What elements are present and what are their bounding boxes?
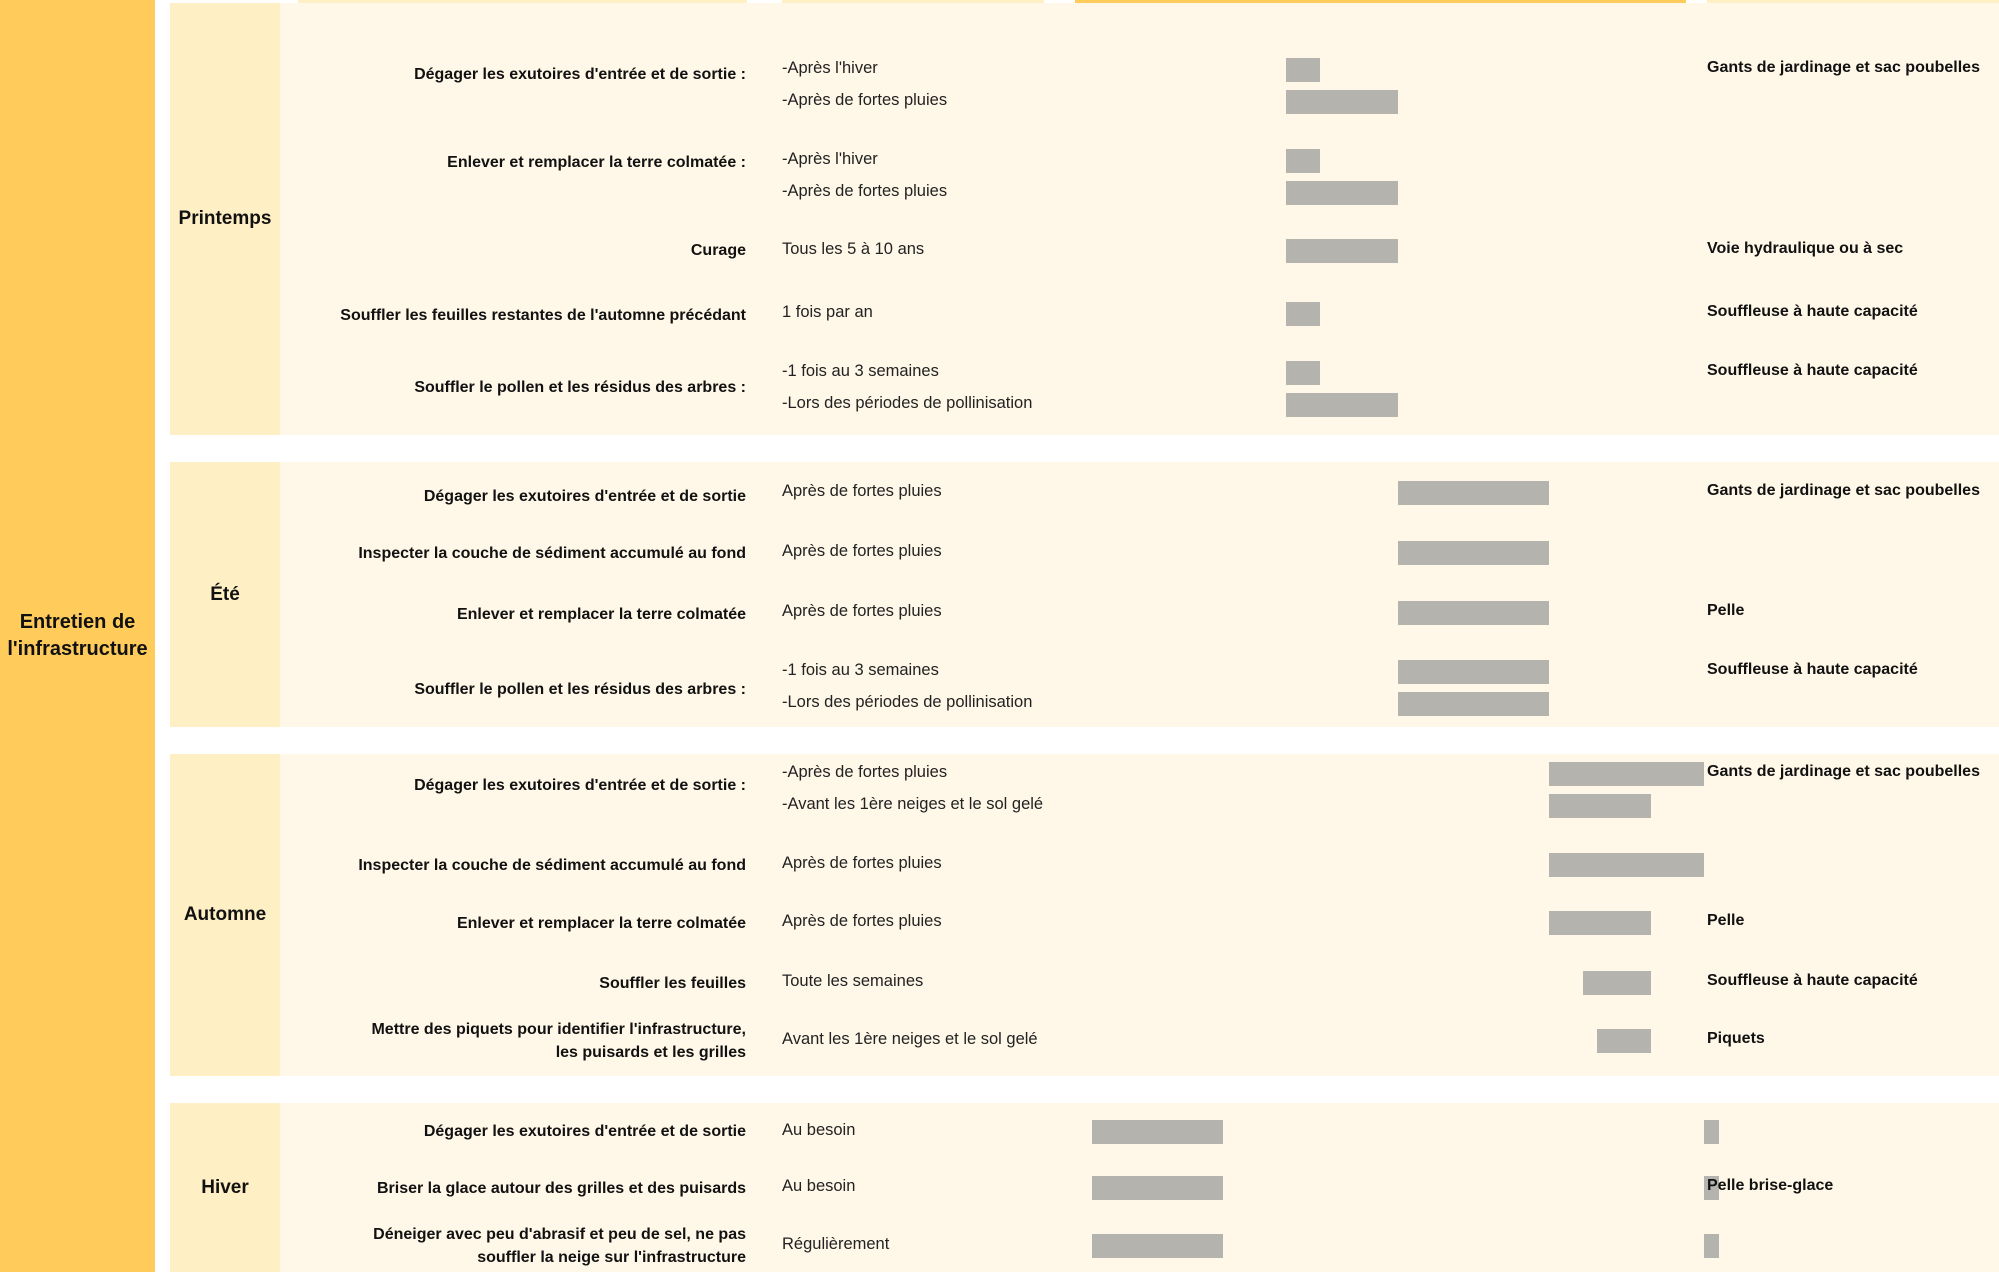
operation-cell [280,774,746,797]
operation-cell [280,972,746,995]
schedule-bar [1092,1234,1223,1258]
schedule-bar [1583,971,1651,995]
operation-label: Mettre des piquets pour identifier l'infrastructure, les puisards et les grilles [371,1021,746,1061]
schedule-bar [1398,541,1549,565]
frequency-text: -Lors des périodes de pollinisation [782,693,1033,711]
operation-cell [280,1120,746,1143]
schedule-bar [1092,1120,1223,1144]
schedule-bar [1286,302,1320,326]
frequency-text: -Lors des périodes de pollinisation [782,394,1033,412]
schedule-bar [1286,239,1398,263]
schedule-bar [1398,481,1549,505]
frequency-text: 1 fois par an [782,303,873,321]
operation-label: Souffler le pollen et les résidus des arbres : [414,680,746,698]
season-label-1 [170,462,280,727]
schedule-bar [1398,601,1549,625]
operation-cell [280,854,746,877]
category-band [0,0,155,1272]
operation-label: Souffler les feuilles [599,974,746,992]
operation-cell [280,376,746,399]
schedule-bar [1092,1176,1223,1200]
frequency-text: Au besoin [782,1121,856,1139]
season-label-3 [170,1103,280,1272]
tool-label: Souffleuse à haute capacité [1707,303,1918,320]
tool-label: Pelle [1707,912,1745,929]
frequency-text: -Après de fortes pluies [782,91,948,109]
operation-cell [280,1177,746,1200]
operation-label: Dégager les exutoires d'entrée et de sortie : [414,65,746,83]
frequency-text: Après de fortes pluies [782,912,942,930]
operation-label: Enlever et remplacer la terre colmatée [456,605,746,623]
frequency-text: Après de fortes pluies [782,854,942,872]
operation-cell [280,603,746,626]
frequency-text: Régulièrement [782,1235,890,1253]
schedule-bar [1398,692,1549,716]
frequency-text: -1 fois au 3 semaines [782,661,939,679]
schedule-bar [1286,393,1398,417]
frequency-text: Après de fortes pluies [782,482,942,500]
operation-cell [280,304,746,327]
operation-label: Enlever et remplacer la terre colmatée [456,914,746,932]
tool-label: Gants de jardinage et sac poubelles [1707,482,1980,499]
schedule-bar [1398,660,1549,684]
operation-label: Déneiger avec peu d'abrasif et peu de sel, ne pas souffler la neige sur l'infrastructure [373,1226,746,1266]
frequency-text: Avant les 1ère neiges et le sol gelé [782,1030,1038,1048]
frequency-text: -Après l'hiver [782,150,878,168]
operation-cell [280,151,746,174]
category-label: Entretien de l'infrastructure [7,611,148,660]
operation-label: Briser la glace autour des grilles et des puisards [376,1179,746,1197]
operation-label: Dégager les exutoires d'entrée et de sortie [423,487,746,505]
operation-cell [280,912,746,935]
operation-label: Souffler les feuilles restantes de l'automne précédant [340,306,746,324]
operation-label: Enlever et remplacer la terre colmatée : [447,153,746,171]
schedule-bar [1286,58,1320,82]
season-name: Printemps [178,208,272,229]
tool-label: Souffleuse à haute capacité [1707,661,1918,678]
tool-label: Pelle [1707,602,1745,619]
schedule-bar [1286,149,1320,173]
frequency-text: Après de fortes pluies [782,542,942,560]
schedule-bar [1549,853,1705,877]
schedule-bar [1704,1234,1719,1258]
frequency-text: -Après l'hiver [782,59,878,77]
tool-label: Pelle brise-glace [1707,1177,1834,1194]
frequency-text: Toute les semaines [782,972,924,990]
schedule-bar [1549,762,1705,786]
tool-label: Souffleuse à haute capacité [1707,362,1918,379]
tool-label: Souffleuse à haute capacité [1707,972,1918,989]
operation-label: Curage [690,241,746,259]
operation-label: Dégager les exutoires d'entrée et de sortie [423,1122,746,1140]
frequency-text: Tous les 5 à 10 ans [782,240,925,258]
schedule-bar [1549,911,1651,935]
schedule-bar [1549,794,1651,818]
frequency-text: -1 fois au 3 semaines [782,362,939,380]
frequency-text: -Après de fortes pluies [782,763,948,781]
operation-cell [280,239,746,262]
season-name: Automne [183,904,267,925]
schedule-bar [1286,181,1398,205]
operation-label: Souffler le pollen et les résidus des arbres : [414,378,746,396]
operation-cell [280,678,746,701]
schedule-bar [1597,1029,1650,1053]
schedule-bar [1286,361,1320,385]
operation-cell [280,1018,746,1064]
operation-label: Inspecter la couche de sédiment accumulé au fond [358,544,746,562]
season-name: Hiver [201,1176,249,1198]
season-label-0 [170,3,280,435]
frequency-text: Au besoin [782,1177,856,1195]
frequency-text: Après de fortes pluies [782,602,942,620]
season-label-2 [170,754,280,1076]
season-name: Été [210,583,240,605]
operation-cell [280,542,746,565]
frequency-text: -Avant les 1ère neiges et le sol gelé [782,795,1044,813]
tool-label: Voie hydraulique ou à sec [1707,240,1904,257]
operation-cell [280,1223,746,1269]
tool-label: Piquets [1707,1030,1765,1047]
operation-label: Dégager les exutoires d'entrée et de sortie : [414,776,746,794]
operation-label: Inspecter la couche de sédiment accumulé au fond [358,856,746,874]
tool-label: Gants de jardinage et sac poubelles [1707,763,1980,780]
tool-label: Gants de jardinage et sac poubelles [1707,59,1980,76]
schedule-bar [1704,1120,1719,1144]
schedule-bar [1286,90,1398,114]
frequency-text: -Après de fortes pluies [782,182,948,200]
operation-cell [280,63,746,86]
operation-cell [280,485,746,508]
